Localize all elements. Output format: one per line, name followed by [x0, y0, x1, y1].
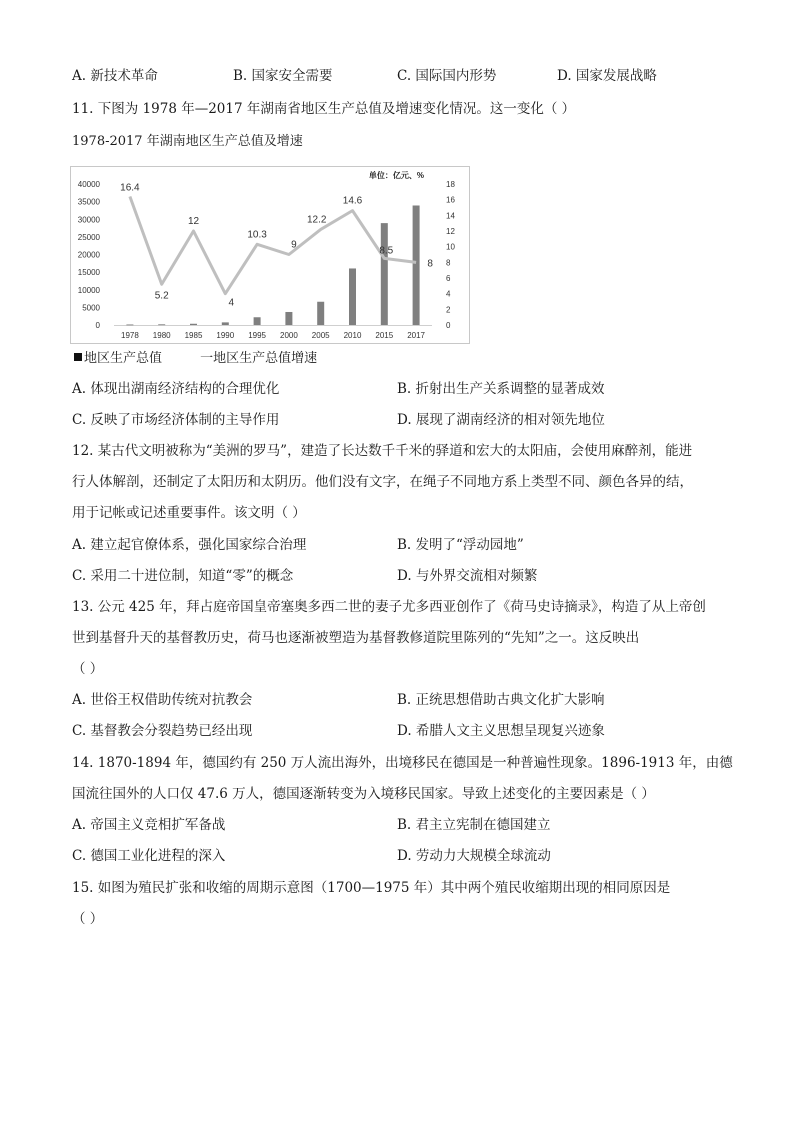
gdp-bar [126, 324, 133, 325]
gdp-bar [413, 205, 420, 325]
q14-option-b: B. 君主立宪制在德国建立 [397, 817, 551, 833]
q11-option-b: B. 折射出生产关系调整的显著成效 [397, 381, 605, 397]
q13-stem-line-1: 13. 公元 425 年，拜占庭帝国皇帝塞奥多西二世的妻子尤多西亚创作了《荷马史诗摘录》，构造了从上帝创 [72, 599, 706, 615]
q13-option-b: B. 正统思想借助古典文化扩大影响 [397, 692, 605, 708]
legend-bar-swatch [74, 353, 82, 361]
q15-stem-line-2: （ ） [72, 911, 104, 927]
left-tick-label: 25000 [77, 232, 100, 242]
q12-stem-line-2: 行人体解剖，还制定了太阳历和太阴历。他们没有文字，在绳子不同地方系上类型不同、颜色各异的结， [72, 474, 693, 490]
q11-stem: 11. 下图为 1978 年—2017 年湖南省地区生产总值及增速变化情况。这一变化（ ） [72, 101, 576, 117]
q11-option-d: D. 展现了湖南经济的相对领先地位 [397, 412, 605, 428]
gdp-bar [285, 312, 292, 325]
q14-stem-line-1: 14. 1870-1894 年，德国约有 250 万人流出海外，出境移民在德国是一种普遍性现象。1896-1913 年，由德 [72, 755, 733, 771]
growth-data-label: 8.5 [379, 245, 394, 257]
right-tick-label: 18 [446, 180, 455, 189]
growth-data-label: 12.2 [306, 214, 327, 226]
gdp-bar [222, 322, 229, 325]
q11-option-a: A. 体现出湖南经济结构的合理优化 [72, 381, 280, 397]
q14-option-c: C. 德国工业化进程的深入 [72, 848, 226, 864]
q10-option-c: C. 国际国内形势 [397, 68, 497, 84]
right-tick-label: 16 [446, 195, 455, 205]
legend-line-label: 一地区生产总值增速 [200, 351, 318, 366]
growth-data-label: 12 [187, 216, 200, 227]
x-tick-label: 1978 [121, 331, 139, 340]
q10-option-d: D. 国家发展战略 [557, 68, 657, 84]
chart-title: 1978-2017 年湖南地区生产总值及增速 [72, 134, 303, 149]
chart-legend [74, 347, 317, 366]
q12-option-d: D. 与外界交流相对频繁 [397, 568, 538, 584]
q12-option-c: C. 采用二十进位制，知道“零”的概念 [72, 568, 294, 584]
x-tick-label: 2010 [343, 331, 362, 340]
right-tick-label: 6 [446, 274, 451, 283]
q11-option-c: C. 反映了市场经济体制的主导作用 [72, 412, 280, 428]
growth-data-label: 8 [427, 258, 433, 270]
q12-stem-line-1: 12. 某古代文明被称为“美洲的罗马”，建造了长达数千千米的驿道和宏大的太阳庙，会使用麻醉剂，能进 [72, 443, 693, 459]
gdp-bar [349, 268, 356, 325]
gdp-chart [70, 166, 470, 344]
gdp-bar [381, 223, 388, 325]
q12-option-a: A. 建立起官僚体系，强化国家综合治理 [72, 537, 307, 553]
growth-data-label: 16.4 [120, 182, 140, 194]
q13-option-d: D. 希腊人文主义思想呈现复兴迹象 [397, 723, 605, 739]
x-tick-label: 1985 [184, 331, 203, 340]
left-tick-label: 15000 [77, 268, 100, 278]
q13-option-a: A. 世俗王权借助传统对抗教会 [72, 692, 253, 708]
left-tick-label: 30000 [77, 215, 100, 225]
gdp-bar [190, 324, 197, 325]
growth-data-label: 9 [291, 239, 297, 251]
q14-stem-line-2: 国流往国外的人口仅 47.6 万人，德国逐渐转变为入境移民国家。导致上述变化的主要因素是（ ） [72, 786, 655, 802]
x-tick-label: 1980 [152, 331, 171, 340]
right-tick-label: 0 [446, 321, 451, 330]
q13-stem-line-3: （ ） [72, 661, 104, 677]
gdp-bar [158, 324, 165, 325]
right-tick-label: 8 [446, 258, 451, 268]
left-tick-label: 5000 [82, 303, 100, 313]
legend-bar-label: 地区生产总值 [84, 351, 163, 366]
right-tick-label: 12 [446, 227, 455, 236]
q14-option-d: D. 劳动力大规模全球流动 [397, 848, 551, 864]
growth-data-label: 4 [228, 297, 235, 309]
q15-stem-line-1: 15. 如图为殖民扩张和收缩的周期示意图（1700—1975 年）其中两个殖民收缩期出现的相同原因是 [72, 880, 671, 896]
x-tick-label: 2015 [375, 331, 394, 340]
q12-option-b: B. 发明了“浮动园地” [397, 537, 524, 553]
unit-label: 单位：亿元、% [368, 171, 424, 180]
x-tick-label: 1995 [248, 331, 266, 340]
right-tick-label: 10 [446, 242, 455, 252]
q12-stem-line-3: 用于记帐或记述重要事件。该文明（ ） [72, 505, 306, 521]
x-tick-label: 1990 [216, 331, 235, 340]
left-tick-label: 40000 [77, 180, 100, 189]
gdp-bar [317, 302, 324, 325]
left-tick-label: 20000 [77, 250, 100, 260]
q13-option-c: C. 基督教会分裂趋势已经出现 [72, 723, 253, 739]
left-tick-label: 0 [95, 321, 100, 330]
growth-data-label: 5.2 [154, 290, 169, 302]
right-tick-label: 2 [446, 305, 451, 315]
x-tick-label: 2000 [280, 331, 298, 340]
q14-option-a: A. 帝国主义竞相扩军备战 [72, 817, 226, 833]
growth-data-label: 14.6 [342, 195, 363, 207]
right-tick-label: 4 [446, 289, 451, 299]
gdp-bar [254, 317, 261, 325]
q10-option-b: B. 国家安全需要 [233, 68, 333, 84]
x-tick-label: 2005 [311, 331, 330, 340]
q10-option-a: A. 新技术革命 [72, 68, 158, 84]
left-tick-label: 35000 [77, 197, 100, 207]
x-tick-label: 2017 [407, 331, 425, 340]
right-tick-label: 14 [446, 211, 455, 221]
left-tick-label: 10000 [77, 285, 100, 295]
growth-data-label: 10.3 [247, 229, 267, 241]
q13-stem-line-2: 世到基督升天的基督教历史，荷马也逐渐被塑造为基督教修道院里陈列的“先知”之一。这反映出 [72, 630, 640, 646]
